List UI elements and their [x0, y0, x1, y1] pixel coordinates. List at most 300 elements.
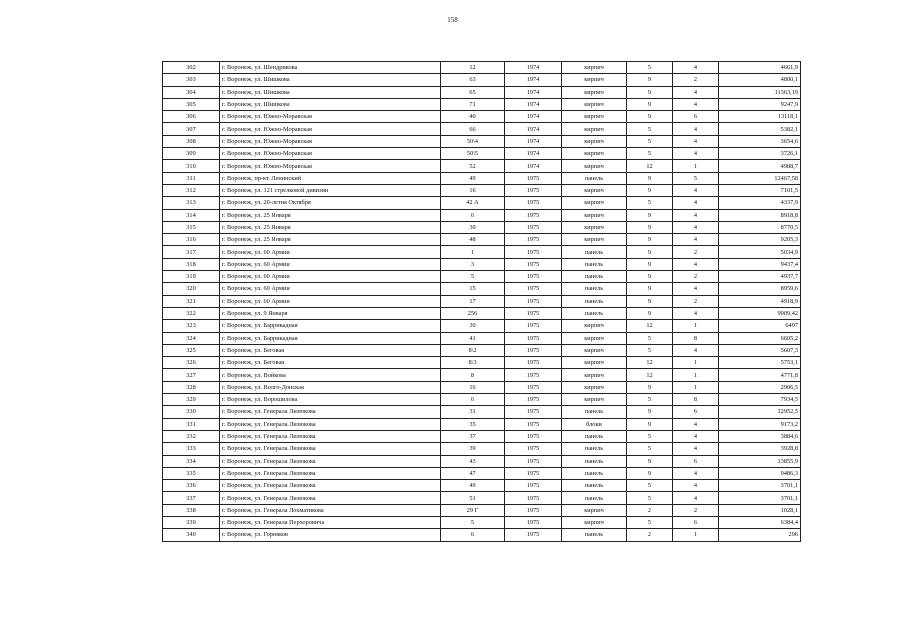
entrances-cell: 8 — [673, 394, 719, 406]
entrances-cell: 4 — [673, 467, 719, 479]
row-number-cell: 323 — [163, 320, 220, 332]
year-built-cell: 1975 — [505, 307, 562, 319]
area-cell: 5034,9 — [719, 246, 801, 258]
wall-material-cell: панель — [562, 307, 627, 319]
floors-cell: 9 — [627, 467, 673, 479]
wall-material-cell: панель — [562, 480, 627, 492]
row-number-cell: 319 — [163, 271, 220, 283]
entrances-cell: 6 — [673, 406, 719, 418]
area-cell: 6384,4 — [719, 516, 801, 528]
wall-material-cell: панель — [562, 172, 627, 184]
wall-material-cell: кирпич — [562, 86, 627, 98]
entrances-cell: 4 — [673, 221, 719, 233]
row-number-cell: 317 — [163, 246, 220, 258]
year-built-cell: 1974 — [505, 160, 562, 172]
area-cell: 3654,6 — [719, 135, 801, 147]
entrances-cell: 1 — [673, 529, 719, 541]
table-row — [163, 258, 801, 270]
table-row — [163, 332, 801, 344]
row-number-cell: 334 — [163, 455, 220, 467]
floors-cell: 9 — [627, 307, 673, 319]
row-number-cell: 332 — [163, 430, 220, 442]
area-cell: 4937,7 — [719, 271, 801, 283]
wall-material-cell: кирпич — [562, 344, 627, 356]
floors-cell: 9 — [627, 172, 673, 184]
table-row — [163, 246, 801, 258]
area-cell: 9009,42 — [719, 307, 801, 319]
table-row — [163, 234, 801, 246]
wall-material-cell: кирпич — [562, 123, 627, 135]
address-cell: г. Воронеж, ул. Южно-Моравская — [220, 135, 441, 147]
row-number-cell: 313 — [163, 197, 220, 209]
wall-material-cell: кирпич — [562, 320, 627, 332]
address-cell: г. Воронеж, ул. Горняков — [220, 529, 441, 541]
row-number-cell: 309 — [163, 148, 220, 160]
table-row — [163, 295, 801, 307]
entrances-cell: 4 — [673, 197, 719, 209]
house-number-cell: 50\4 — [441, 135, 505, 147]
floors-cell: 5 — [627, 394, 673, 406]
house-number-cell: 39 — [441, 443, 505, 455]
area-cell: 5607,3 — [719, 344, 801, 356]
area-cell: 5382,1 — [719, 123, 801, 135]
address-cell: г. Воронеж, ул. 25 Января — [220, 234, 441, 246]
house-number-cell: 6 — [441, 394, 505, 406]
wall-material-cell: кирпич — [562, 74, 627, 86]
entrances-cell: 4 — [673, 123, 719, 135]
house-number-cell: 256 — [441, 307, 505, 319]
year-built-cell: 1974 — [505, 123, 562, 135]
address-cell: г. Воронеж, пр-кт. Ленинский — [220, 172, 441, 184]
area-cell: 3928,8 — [719, 443, 801, 455]
year-built-cell: 1975 — [505, 283, 562, 295]
address-cell: г. Воронеж, ул. 60 Армии — [220, 295, 441, 307]
entrances-cell: 1 — [673, 357, 719, 369]
house-number-cell: 8\3 — [441, 357, 505, 369]
entrances-cell: 2 — [673, 246, 719, 258]
house-number-cell: 16 — [441, 381, 505, 393]
wall-material-cell: кирпич — [562, 209, 627, 221]
year-built-cell: 1975 — [505, 357, 562, 369]
row-number-cell: 316 — [163, 234, 220, 246]
house-number-cell: 47 — [441, 467, 505, 479]
address-cell: г. Воронеж, ул. Южно-Моравская — [220, 111, 441, 123]
entrances-cell: 4 — [673, 62, 719, 74]
table-row — [163, 492, 801, 504]
row-number-cell: 320 — [163, 283, 220, 295]
entrances-cell: 4 — [673, 307, 719, 319]
house-number-cell: 29 Г — [441, 504, 505, 516]
area-cell: 2906,5 — [719, 381, 801, 393]
row-number-cell: 305 — [163, 98, 220, 110]
floors-cell: 9 — [627, 184, 673, 196]
table-row — [163, 172, 801, 184]
wall-material-cell: панель — [562, 283, 627, 295]
area-cell: 8959,6 — [719, 283, 801, 295]
wall-material-cell: блоки — [562, 418, 627, 430]
housing-registry-table — [162, 61, 801, 542]
row-number-cell: 329 — [163, 394, 220, 406]
house-number-cell: 5 — [441, 271, 505, 283]
floors-cell: 12 — [627, 357, 673, 369]
entrances-cell: 4 — [673, 86, 719, 98]
wall-material-cell: кирпич — [562, 332, 627, 344]
year-built-cell: 1975 — [505, 430, 562, 442]
wall-material-cell: панель — [562, 467, 627, 479]
floors-cell: 12 — [627, 320, 673, 332]
floors-cell: 5 — [627, 516, 673, 528]
year-built-cell: 1975 — [505, 381, 562, 393]
row-number-cell: 321 — [163, 295, 220, 307]
floors-cell: 9 — [627, 271, 673, 283]
entrances-cell: 2 — [673, 74, 719, 86]
area-cell: 3701,1 — [719, 492, 801, 504]
address-cell: г. Воронеж, ул. Беговая — [220, 357, 441, 369]
wall-material-cell: кирпич — [562, 197, 627, 209]
floors-cell: 9 — [627, 295, 673, 307]
address-cell: г. Воронеж, ул. Шишкова — [220, 86, 441, 98]
year-built-cell: 1975 — [505, 480, 562, 492]
entrances-cell: 4 — [673, 258, 719, 270]
table-row — [163, 504, 801, 516]
area-cell: 4337,9 — [719, 197, 801, 209]
row-number-cell: 327 — [163, 369, 220, 381]
year-built-cell: 1975 — [505, 406, 562, 418]
address-cell: г. Воронеж, ул. 60 Армии — [220, 283, 441, 295]
entrances-cell: 4 — [673, 344, 719, 356]
floors-cell: 5 — [627, 62, 673, 74]
floors-cell: 9 — [627, 381, 673, 393]
house-number-cell: 35 — [441, 418, 505, 430]
house-number-cell: 6 — [441, 209, 505, 221]
area-cell: 4771,8 — [719, 369, 801, 381]
table-row — [163, 443, 801, 455]
row-number-cell: 314 — [163, 209, 220, 221]
floors-cell: 5 — [627, 148, 673, 160]
table-row — [163, 148, 801, 160]
wall-material-cell: кирпич — [562, 394, 627, 406]
house-number-cell: 66 — [441, 123, 505, 135]
house-number-cell: 8 — [441, 369, 505, 381]
floors-cell: 9 — [627, 246, 673, 258]
year-built-cell: 1975 — [505, 234, 562, 246]
table-row — [163, 123, 801, 135]
entrances-cell: 4 — [673, 98, 719, 110]
wall-material-cell: кирпич — [562, 148, 627, 160]
house-number-cell: 52 — [441, 160, 505, 172]
year-built-cell: 1975 — [505, 529, 562, 541]
table-row — [163, 480, 801, 492]
house-number-cell: 41 — [441, 332, 505, 344]
row-number-cell: 326 — [163, 357, 220, 369]
floors-cell: 9 — [627, 86, 673, 98]
area-cell: 12952,5 — [719, 406, 801, 418]
table-row — [163, 394, 801, 406]
entrances-cell: 4 — [673, 148, 719, 160]
wall-material-cell: кирпич — [562, 98, 627, 110]
year-built-cell: 1975 — [505, 258, 562, 270]
year-built-cell: 1975 — [505, 320, 562, 332]
wall-material-cell: панель — [562, 295, 627, 307]
year-built-cell: 1975 — [505, 516, 562, 528]
area-cell: 3701,1 — [719, 480, 801, 492]
house-number-cell: 8\2 — [441, 344, 505, 356]
area-cell: 9247,9 — [719, 98, 801, 110]
entrances-cell: 4 — [673, 443, 719, 455]
area-cell: 9437,4 — [719, 258, 801, 270]
row-number-cell: 308 — [163, 135, 220, 147]
address-cell: г. Воронеж, ул. Волго-Донская — [220, 381, 441, 393]
year-built-cell: 1975 — [505, 394, 562, 406]
entrances-cell: 4 — [673, 418, 719, 430]
row-number-cell: 302 — [163, 62, 220, 74]
house-number-cell: 12 — [441, 62, 505, 74]
area-cell: 7934,5 — [719, 394, 801, 406]
area-cell: 5753,1 — [719, 357, 801, 369]
floors-cell: 9 — [627, 406, 673, 418]
address-cell: г. Воронеж, ул. Шишкова — [220, 74, 441, 86]
year-built-cell: 1975 — [505, 197, 562, 209]
area-cell: 3884,6 — [719, 430, 801, 442]
row-number-cell: 304 — [163, 86, 220, 98]
row-number-cell: 325 — [163, 344, 220, 356]
entrances-cell: 4 — [673, 234, 719, 246]
floors-cell: 2 — [627, 529, 673, 541]
area-cell: 4800,1 — [719, 74, 801, 86]
house-number-cell: 43 — [441, 455, 505, 467]
address-cell: г. Воронеж, ул. Южно-Моравская — [220, 123, 441, 135]
address-cell: г. Воронеж, ул. Ворошилова — [220, 394, 441, 406]
table-row — [163, 320, 801, 332]
address-cell: г. Воронеж, ул. 60 Армии — [220, 258, 441, 270]
year-built-cell: 1975 — [505, 418, 562, 430]
floors-cell: 5 — [627, 332, 673, 344]
table-row — [163, 357, 801, 369]
entrances-cell: 6 — [673, 516, 719, 528]
row-number-cell: 340 — [163, 529, 220, 541]
floors-cell: 9 — [627, 98, 673, 110]
table-row — [163, 381, 801, 393]
row-number-cell: 322 — [163, 307, 220, 319]
floors-cell: 5 — [627, 492, 673, 504]
wall-material-cell: панель — [562, 529, 627, 541]
page-number: 158 — [447, 16, 458, 24]
wall-material-cell: кирпич — [562, 369, 627, 381]
year-built-cell: 1975 — [505, 209, 562, 221]
area-cell: 4661,9 — [719, 62, 801, 74]
floors-cell: 12 — [627, 369, 673, 381]
table-row — [163, 62, 801, 74]
wall-material-cell: кирпич — [562, 184, 627, 196]
wall-material-cell: кирпич — [562, 516, 627, 528]
area-cell: 6497 — [719, 320, 801, 332]
wall-material-cell: кирпич — [562, 62, 627, 74]
year-built-cell: 1975 — [505, 369, 562, 381]
address-cell: г. Воронеж, ул. 60 Армии — [220, 246, 441, 258]
address-cell: г. Воронеж, ул. Генерала Лизюкова — [220, 443, 441, 455]
area-cell: 1028,1 — [719, 504, 801, 516]
year-built-cell: 1975 — [505, 443, 562, 455]
house-number-cell: 40 — [441, 111, 505, 123]
house-number-cell: 49 — [441, 172, 505, 184]
address-cell: г. Воронеж, ул. Баррикадная — [220, 320, 441, 332]
entrances-cell: 4 — [673, 480, 719, 492]
row-number-cell: 338 — [163, 504, 220, 516]
year-built-cell: 1975 — [505, 492, 562, 504]
floors-cell: 9 — [627, 455, 673, 467]
address-cell: г. Воронеж, ул. Генерала Лохматикова — [220, 504, 441, 516]
table-row — [163, 307, 801, 319]
address-cell: г. Воронеж, ул. Генерала Лизюкова — [220, 430, 441, 442]
house-number-cell: 71 — [441, 98, 505, 110]
entrances-cell: 1 — [673, 320, 719, 332]
wall-material-cell: кирпич — [562, 160, 627, 172]
address-cell: г. Воронеж, ул. Шишкова — [220, 98, 441, 110]
address-cell: г. Воронеж, ул. Южно-Моравская — [220, 148, 441, 160]
house-number-cell: 48 — [441, 234, 505, 246]
table-row — [163, 98, 801, 110]
address-cell: г. Воронеж, ул. 60 Армии — [220, 271, 441, 283]
house-number-cell: 3 — [441, 258, 505, 270]
house-number-cell: 63 — [441, 74, 505, 86]
floors-cell: 9 — [627, 221, 673, 233]
entrances-cell: 1 — [673, 160, 719, 172]
table-row — [163, 135, 801, 147]
table-row — [163, 209, 801, 221]
house-number-cell: 65 — [441, 86, 505, 98]
entrances-cell: 4 — [673, 184, 719, 196]
table-row — [163, 344, 801, 356]
row-number-cell: 336 — [163, 480, 220, 492]
wall-material-cell: панель — [562, 443, 627, 455]
wall-material-cell: панель — [562, 455, 627, 467]
address-cell: г. Воронеж, ул. 9 Января — [220, 307, 441, 319]
floors-cell: 9 — [627, 234, 673, 246]
floors-cell: 5 — [627, 430, 673, 442]
wall-material-cell: кирпич — [562, 381, 627, 393]
entrances-cell: 4 — [673, 209, 719, 221]
row-number-cell: 333 — [163, 443, 220, 455]
year-built-cell: 1975 — [505, 184, 562, 196]
year-built-cell: 1975 — [505, 467, 562, 479]
table-row — [163, 283, 801, 295]
year-built-cell: 1975 — [505, 172, 562, 184]
house-number-cell: 30 — [441, 320, 505, 332]
address-cell: г. Воронеж, ул. 20-летия Октября — [220, 197, 441, 209]
address-cell: г. Воронеж, ул. Генерала Лизюкова — [220, 492, 441, 504]
row-number-cell: 318 — [163, 258, 220, 270]
row-number-cell: 335 — [163, 467, 220, 479]
table-row — [163, 369, 801, 381]
table-row — [163, 86, 801, 98]
wall-material-cell: панель — [562, 258, 627, 270]
address-cell: г. Воронеж, ул. Шендрикова — [220, 62, 441, 74]
area-cell: 4988,7 — [719, 160, 801, 172]
year-built-cell: 1975 — [505, 221, 562, 233]
table-row — [163, 221, 801, 233]
address-cell: г. Воронеж, ул. Генерала Лизюкова — [220, 455, 441, 467]
floors-cell: 12 — [627, 160, 673, 172]
house-number-cell: 30 — [441, 221, 505, 233]
address-cell: г. Воронеж, ул. Генерала Перхоровича — [220, 516, 441, 528]
row-number-cell: 337 — [163, 492, 220, 504]
floors-cell: 5 — [627, 480, 673, 492]
wall-material-cell: панель — [562, 271, 627, 283]
year-built-cell: 1974 — [505, 86, 562, 98]
table-row — [163, 160, 801, 172]
address-cell: г. Воронеж, ул. Генерала Лизюкова — [220, 406, 441, 418]
address-cell: г. Воронеж, ул. Генерала Лизюкова — [220, 467, 441, 479]
area-cell: 9486,3 — [719, 467, 801, 479]
area-cell: 8770,5 — [719, 221, 801, 233]
wall-material-cell: панель — [562, 430, 627, 442]
area-cell: 6605,2 — [719, 332, 801, 344]
entrances-cell: 4 — [673, 135, 719, 147]
address-cell: г. Воронеж, ул. Генерала Лизюкова — [220, 480, 441, 492]
row-number-cell: 307 — [163, 123, 220, 135]
address-cell: г. Воронеж, ул. Генерала Лизюкова — [220, 418, 441, 430]
table-row — [163, 197, 801, 209]
wall-material-cell: панель — [562, 246, 627, 258]
area-cell: 11363,19 — [719, 86, 801, 98]
table-row — [163, 406, 801, 418]
row-number-cell: 311 — [163, 172, 220, 184]
table-row — [163, 418, 801, 430]
house-number-cell: 37 — [441, 430, 505, 442]
address-cell: г. Воронеж, ул. 25 Января — [220, 221, 441, 233]
entrances-cell: 4 — [673, 492, 719, 504]
area-cell: 4918,9 — [719, 295, 801, 307]
area-cell: 9205,3 — [719, 234, 801, 246]
area-cell: 8918,8 — [719, 209, 801, 221]
entrances-cell: 4 — [673, 430, 719, 442]
floors-cell: 9 — [627, 111, 673, 123]
house-number-cell: 51 — [441, 492, 505, 504]
year-built-cell: 1974 — [505, 135, 562, 147]
row-number-cell: 312 — [163, 184, 220, 196]
wall-material-cell: кирпич — [562, 221, 627, 233]
entrances-cell: 4 — [673, 283, 719, 295]
house-number-cell: 17 — [441, 295, 505, 307]
table-row — [163, 111, 801, 123]
house-number-cell: 6 — [441, 529, 505, 541]
table-row — [163, 529, 801, 541]
area-cell: 3726,1 — [719, 148, 801, 160]
row-number-cell: 306 — [163, 111, 220, 123]
entrances-cell: 2 — [673, 504, 719, 516]
year-built-cell: 1975 — [505, 295, 562, 307]
wall-material-cell: кирпич — [562, 234, 627, 246]
area-cell: 13855,9 — [719, 455, 801, 467]
table-row — [163, 467, 801, 479]
wall-material-cell: кирпич — [562, 357, 627, 369]
table-body — [163, 62, 801, 542]
table-row — [163, 184, 801, 196]
year-built-cell: 1974 — [505, 148, 562, 160]
year-built-cell: 1974 — [505, 111, 562, 123]
house-number-cell: 31 — [441, 406, 505, 418]
year-built-cell: 1975 — [505, 455, 562, 467]
floors-cell: 5 — [627, 197, 673, 209]
row-number-cell: 339 — [163, 516, 220, 528]
address-cell: г. Воронеж, ул. 25 Января — [220, 209, 441, 221]
wall-material-cell: панель — [562, 492, 627, 504]
house-number-cell: 16 — [441, 184, 505, 196]
area-cell: 13118,1 — [719, 111, 801, 123]
wall-material-cell: кирпич — [562, 504, 627, 516]
floors-cell: 2 — [627, 504, 673, 516]
floors-cell: 9 — [627, 418, 673, 430]
